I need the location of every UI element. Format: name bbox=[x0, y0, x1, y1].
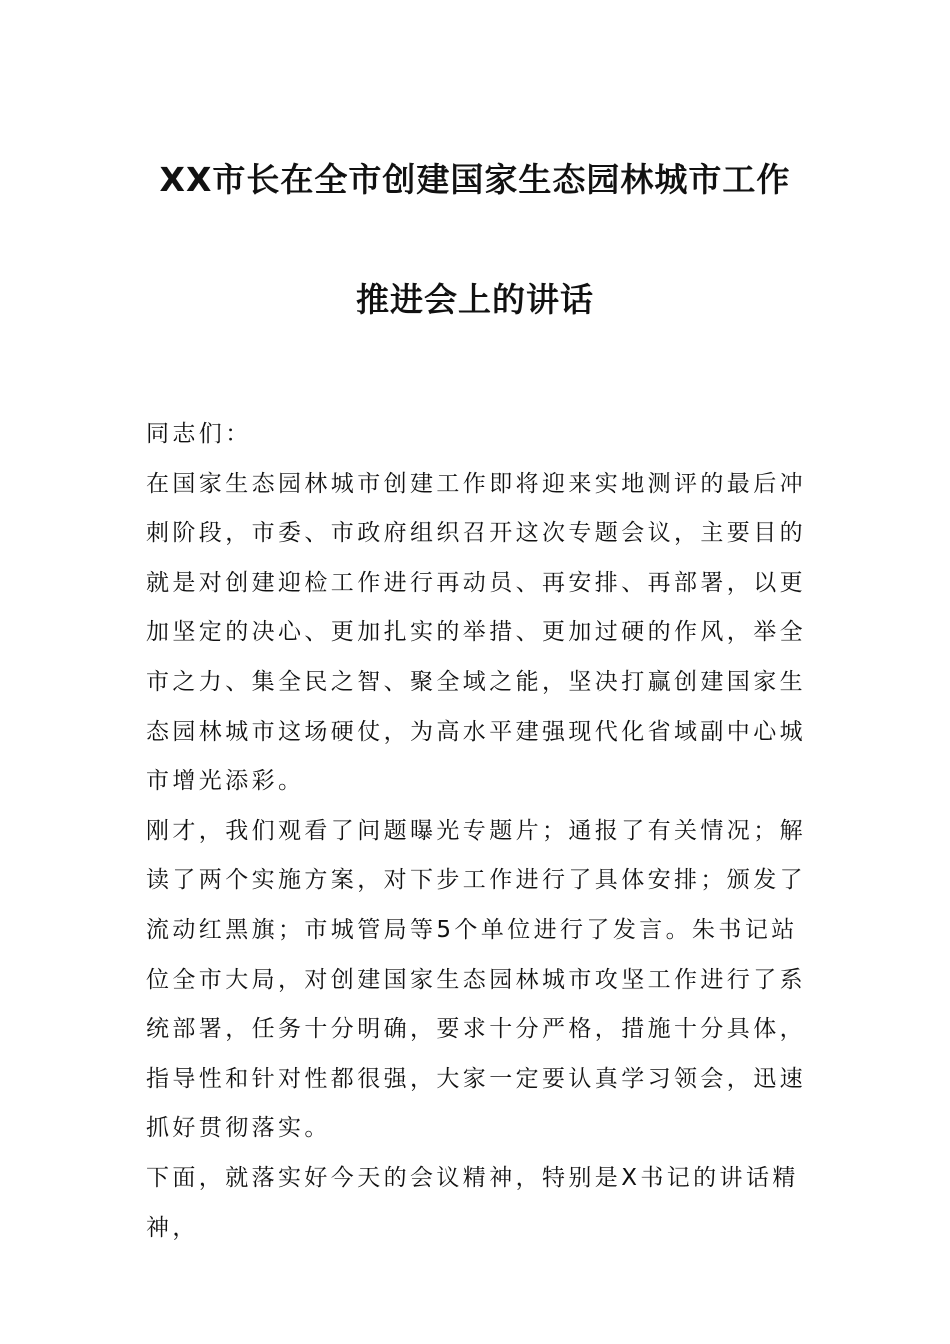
document-body bbox=[146, 410, 814, 1253]
paragraph-2: 刚才，我们观看了问题曝光专题片；通报了有关情况；解读了两个实施方案，对下步工作进行了具体安排；颁发了流动红黑旗；市城管局等5个单位进行了发言。朱书记站位全市大局，对创建国家生态园林城市攻坚工作进行了系统部署，任务十分明确，要求十分严格，措施十分具体，指导性和针对性都很强，大家一定要认真学习领会，迅速抓好贯彻落实。 bbox=[146, 817, 806, 1142]
document-title-line-1: XX市长在全市创建国家生态园林城市工作 bbox=[159, 160, 791, 199]
document-title-line-2: 推进会上的讲话 bbox=[356, 280, 594, 319]
salutation: 同志们： bbox=[146, 421, 252, 447]
paragraph-3: 下面，就落实好今天的会议精神，特别是X书记的讲话精神， bbox=[146, 1164, 799, 1241]
paragraph-1: 在国家生态园林城市创建工作即将迎来实地测评的最后冲刺阶段，市委、市政府组织召开这次专题会议，主要目的就是对创建迎检工作进行再动员、再安排、再部署，以更加坚定的决心、更加扎实的举措、更加过硬的作风，举全市之力、集全民之智、聚全域之能，坚决打赢创建国家生态园林城市这场硬仗，为高水平建强现代化省域副中心城市增光添彩。 bbox=[146, 470, 806, 795]
